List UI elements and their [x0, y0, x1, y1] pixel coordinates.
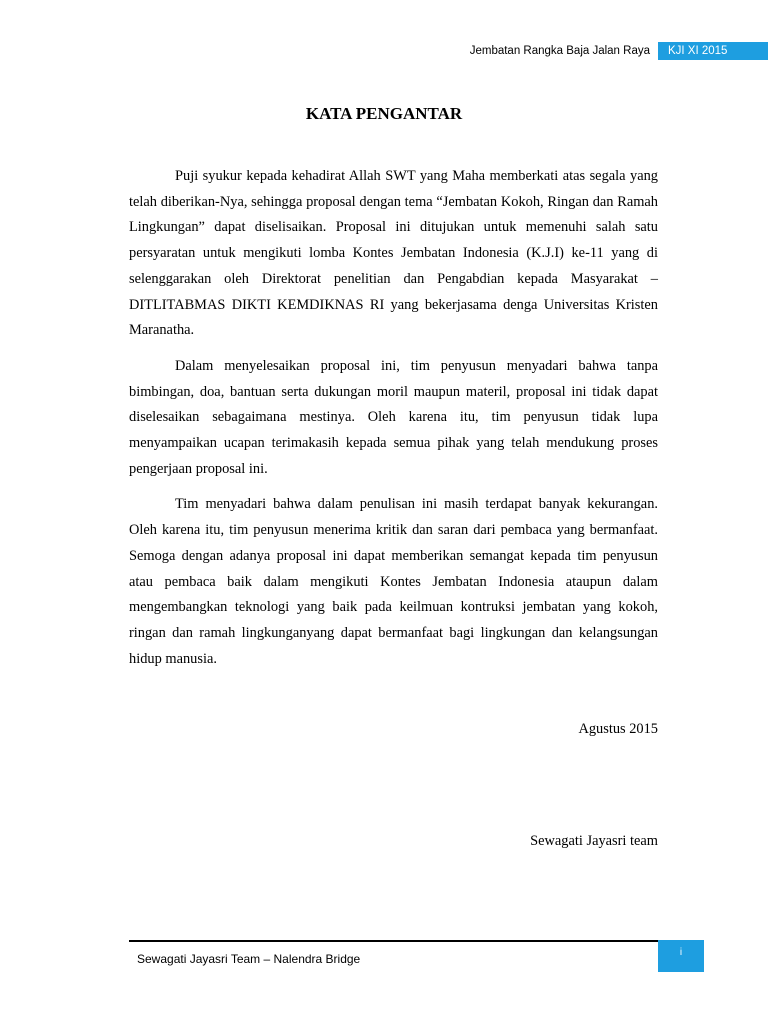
- header-badge: KJI XI 2015: [658, 42, 768, 60]
- page-number: i: [658, 940, 704, 972]
- paragraph-1: Puji syukur kepada kehadirat Allah SWT yang Maha memberkati atas segala yang telah diberikan-Nya, sehingga proposal dengan tema “Jembatan Kokoh, Ringan dan Ramah Lingkungan” dapat diselisaikan. Proposal ini ditujukan untuk memenuhi salah satu persyaratan untuk mengikuti lomba Kontes Jembatan Indonesia (K.J.I) ke-11 yang di selenggarakan oleh Direktorat penelitian dan Pengabdian kepada Masyarakat – DITLITABMAS DIKTI KEMDIKNAS RI yang bekerjasama denga Universitas Kristen Maranatha.: [129, 168, 658, 339]
- page-title: KATA PENGANTAR: [305, 104, 463, 123]
- paragraph-2: Dalam menyelesaikan proposal ini, tim penyusun menyadari bahwa tanpa bimbingan, doa, bantuan serta dukungan moril maupun materil, proposal ini tidak dapat diselesaikan sebagaimana mestinya. Oleh karena itu, tim penyusun tidak lupa menyampaikan ucapan terimakasih kepada semua pihak yang telah mendukung proses pengerjaan proposal ini.: [129, 357, 658, 477]
- footer-divider: [129, 940, 658, 942]
- page-header: [0, 42, 768, 62]
- footer-text: Sewagati Jayasri Team – Nalendra Bridge: [137, 952, 361, 966]
- document-date: Agustus 2015: [578, 721, 658, 737]
- header-title: Jembatan Rangka Baja Jalan Raya: [469, 45, 650, 57]
- document-body: [129, 164, 658, 682]
- paragraph-3: Tim menyadari bahwa dalam penulisan ini masih terdapat banyak kekurangan. Oleh karena itu, tim penyusun menerima kritik dan saran dari pembaca yang bermanfaat. Semoga dengan adanya proposal ini dapat memberikan semangat kepada tim penyusun atau pembaca baik dalam mengikuti Kontes Jembatan Indonesia ataupun dalam mengembangkan teknologi yang baik pada keilmuan kontruksi jembatan yang kokoh, ringan dan ramah lingkunganyang dapat bermanfaat bagi lingkungan dan kelangsungan hidup manusia.: [129, 496, 658, 667]
- signature: Sewagati Jayasri team: [530, 833, 658, 849]
